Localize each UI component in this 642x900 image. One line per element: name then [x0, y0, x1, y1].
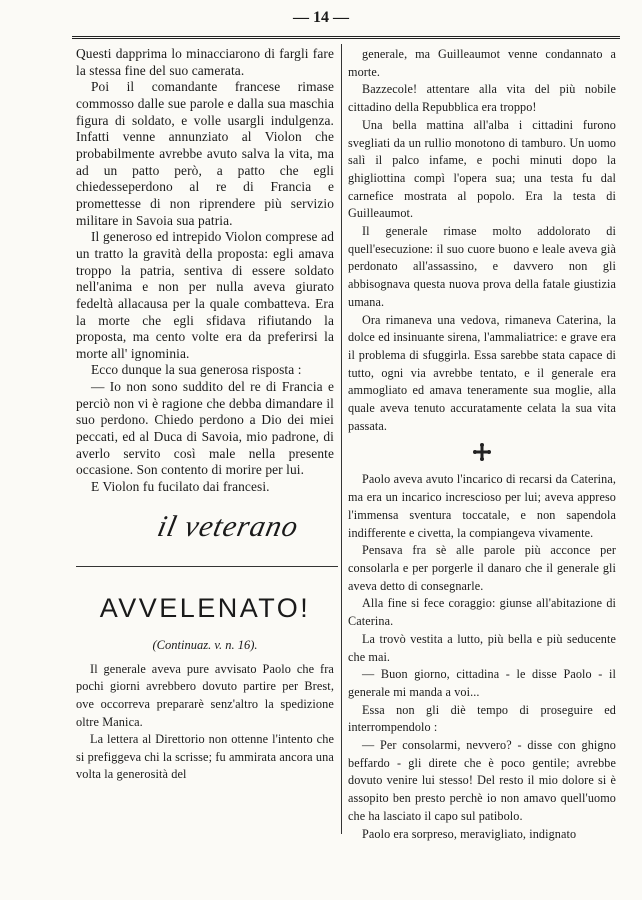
column-divider [341, 44, 342, 834]
article-title: AVVELENATO! [99, 592, 311, 623]
left-paragraph: — Io non sono suddito del re di Francia e perciò non vi è ragione che debba dimandare il suo perdono. Chiedo perdono a Dio dei miei peccati, ed al Duca di Savoia, mio padrone, di averlo servito così male nella presente occasione. Son contento di morire per lui. [76, 379, 334, 478]
header-rule [72, 36, 620, 41]
right-paragraph: Paolo aveva avuto l'incarico di recarsi da Caterina, ma era un incarico increscioso per lui; aveva appreso l'immensa sventura toccatale, e non sapendola indifferente e civetta, la compiangeva vivamente. [348, 472, 616, 540]
right-paragraph: generale, ma Guilleaumot venne condannato a morte. [348, 47, 616, 79]
right-paragraph: La trovò vestita a lutto, più bella e più seducente che mai. [348, 631, 616, 664]
left-paragraph: Questi dapprima lo minacciarono di fargli fare la stessa fine del suo camerata. [76, 46, 334, 78]
section-rule [76, 566, 338, 567]
page-number: — 14 — [293, 9, 349, 26]
right-paragraph: Essa non gli diè tempo di proseguire ed interrompendolo : [348, 702, 616, 735]
article-paragraph: La lettera al Direttorio non ottenne l'intento che si prefiggeva chi la scrisse; fu ammirata ancora una volta la generosità del [76, 732, 334, 782]
left-column [76, 46, 334, 784]
right-paragraph: Ora rimaneva una vedova, rimaneva Caterina, la dolce ed insinuante sirena, l'ammaliatrice: e grave era il problema di sfuggirla. Essa sarebbe stata capace di tutto, ogni via avrebbe tentato, e il generale era ammogliato ed amava teneramente sua moglie, alla quale aveva tenuto accuratamente celata la sua vita passata. [348, 312, 616, 433]
right-paragraph: Pensava fra sè alle parole più acconce per consolarla e per porgerle il danaro che il generale gli aveva detto di consegnarle. [348, 543, 616, 593]
cross-ornament-icon [348, 443, 616, 465]
right-column [348, 46, 616, 843]
right-paragraph: — Per consolarmi, nevvero? - disse con ghigno beffardo - gli direte che è poco gentile; avrebbe dovuto venire lui stesso! Del resto il mio dolore si è assopito ben presto perchè io non amavo quell'uomo che ha lasciato il capo sul patibolo. [348, 738, 616, 823]
right-paragraph: Paolo era sorpreso, meravigliato, indignato [362, 826, 577, 841]
right-paragraph: Alla fine si fece coraggio: giunse all'abitazione di Caterina. [348, 596, 616, 629]
left-paragraph: Ecco dunque la sua generosa risposta : [91, 362, 302, 378]
right-paragraph: Bazzecole! attentare alla vita del più nobile cittadino della Repubblica era troppo! [348, 82, 616, 115]
right-paragraph: Una bella mattina all'alba i cittadini furono svegliati da un rullio monotono di tamburo. Un uomo salì il palco infame, e pochi minuti dopo la ghigliottina compì l'opera sua; una testa fu dal carnefice mostrata al popolo. Era la testa di Guilleaumot. [348, 117, 616, 221]
left-paragraph: Il generoso ed intrepido Violon comprese ad un tratto la gravità della proposta: egli amava troppo la patria, sentiva di essere soldato nell'anima e non per nulla aveva giurato fedeltà allacausa per la quale combatteva. Era la morte che egli sfidava rifiutando la proposta, ma cento volte era da preferirsi la morte all' ignominia. [76, 229, 334, 361]
right-paragraph: Il generale rimase molto addolorato di quell'esecuzione: il suo cuore buono e leale aveva già perdonato all'assassino, e davvero non gli abbisognava questa nuova prova della fatale giustizia umana. [348, 224, 616, 309]
signature: il veterano [154, 509, 302, 543]
right-paragraph: — Buon giorno, cittadina - le disse Paolo - il generale mi manda a voi... [348, 667, 616, 699]
article-paragraph: Il generale aveva pure avvisato Paolo che fra pochi giorni avrebbero dovuto partire per Brest, ove occorreva prepararè senz'altro la spedizione oltre Manica. [76, 661, 334, 729]
left-paragraph: Poi il comandante francese rimase commosso dalle sue parole e dalla sua maschia figura di soldato, e volle usargli indulgenza. Infatti venne annunziato al Violon che probabilmente avrebbe avuto salva la vita, ma ad un patto però, a patto che egli chiedesseperdono al re di Francia e promettesse di non riprendere più servizio militare in Savoia sua patria. [76, 79, 334, 228]
left-paragraph: E Violon fu fucilato dai francesi. [91, 479, 270, 495]
continuation-note: (Continuaz. v. n. 16). [152, 637, 258, 652]
